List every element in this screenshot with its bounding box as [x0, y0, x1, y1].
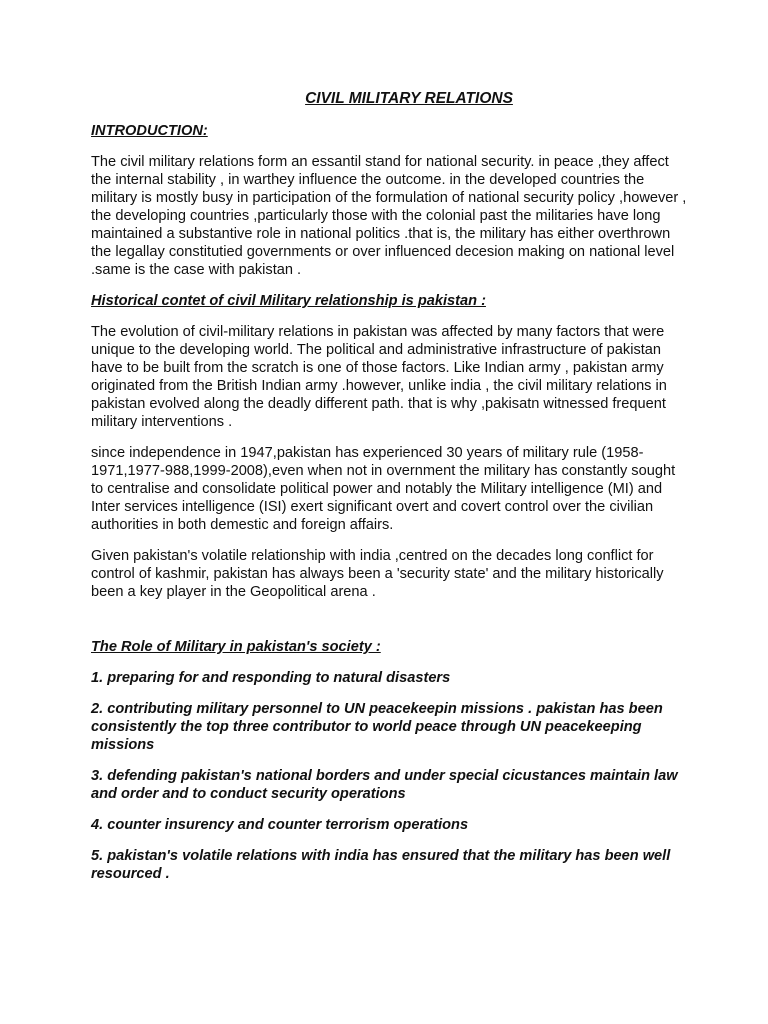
- list-item: 4. counter insurency and counter terrorism operations: [91, 817, 469, 833]
- document-page: [91, 90, 691, 896]
- introduction-heading: INTRODUCTION:: [91, 123, 208, 139]
- historical-paragraph: since independence in 1947,pakistan has experienced 30 years of military rule (1958-1971,1977-988,1999-2008),even when not in overnment the military has constantly sought to centralise and consolidate political power and notably the Military intelligence (MI) and Inter services intelligence (ISI) exert significant overt and covert control over the civilian authorities in both demestic and foreign affairs.: [91, 445, 676, 533]
- historical-context-heading: Historical contet of civil Military relationship is pakistan :: [91, 293, 486, 309]
- historical-paragraph: Given pakistan's volatile relationship with india ,centred on the decades long conflict for control of kashmir, pakistan has always been a 'security state' and the military historically been a key player in the Geopolitical arena .: [91, 548, 664, 600]
- introduction-paragraph: The civil military relations form an essantil stand for national security. in peace ,they affect the internal stability , in warthey influence the outcome. in the developed countries the military is mostly busy in participation of the formulation of national security policy ,however , the developing countries ,particularly those with the colonial past the militaries have long maintained a substantive role in national politics .that is, the military has either overthrown the legallay constitutied governments or over influenced decesion making on national level .same is the case with pakistan .: [91, 154, 687, 278]
- list-item: 3. defending pakistan's national borders and under special cicustances maintain law and order and to conduct security operations: [91, 768, 678, 802]
- military-role-heading: The Role of Military in pakistan's society :: [91, 639, 381, 655]
- list-item: 2. contributing military personnel to UN peacekeepin missions . pakistan has been consistently the top three contributor to world peace through UN peacekeeping missions: [91, 701, 663, 753]
- document-title: CIVIL MILITARY RELATIONS: [305, 90, 513, 107]
- list-item: 5. pakistan's volatile relations with india has ensured that the military has been well resourced .: [91, 848, 671, 882]
- list-item: 1. preparing for and responding to natural disasters: [91, 670, 451, 686]
- historical-paragraph: The evolution of civil-military relations in pakistan was affected by many factors that were unique to the developing world. The political and administrative infrastructure of pakistan have to be built from the scratch is one of those factors. Like Indian army , pakistan army originated from the British Indian army .however, unlike india , the civil military relations in pakistan evolved along the deadly different path. that is why ,pakisatn witnessed frequent military interventions .: [91, 324, 667, 430]
